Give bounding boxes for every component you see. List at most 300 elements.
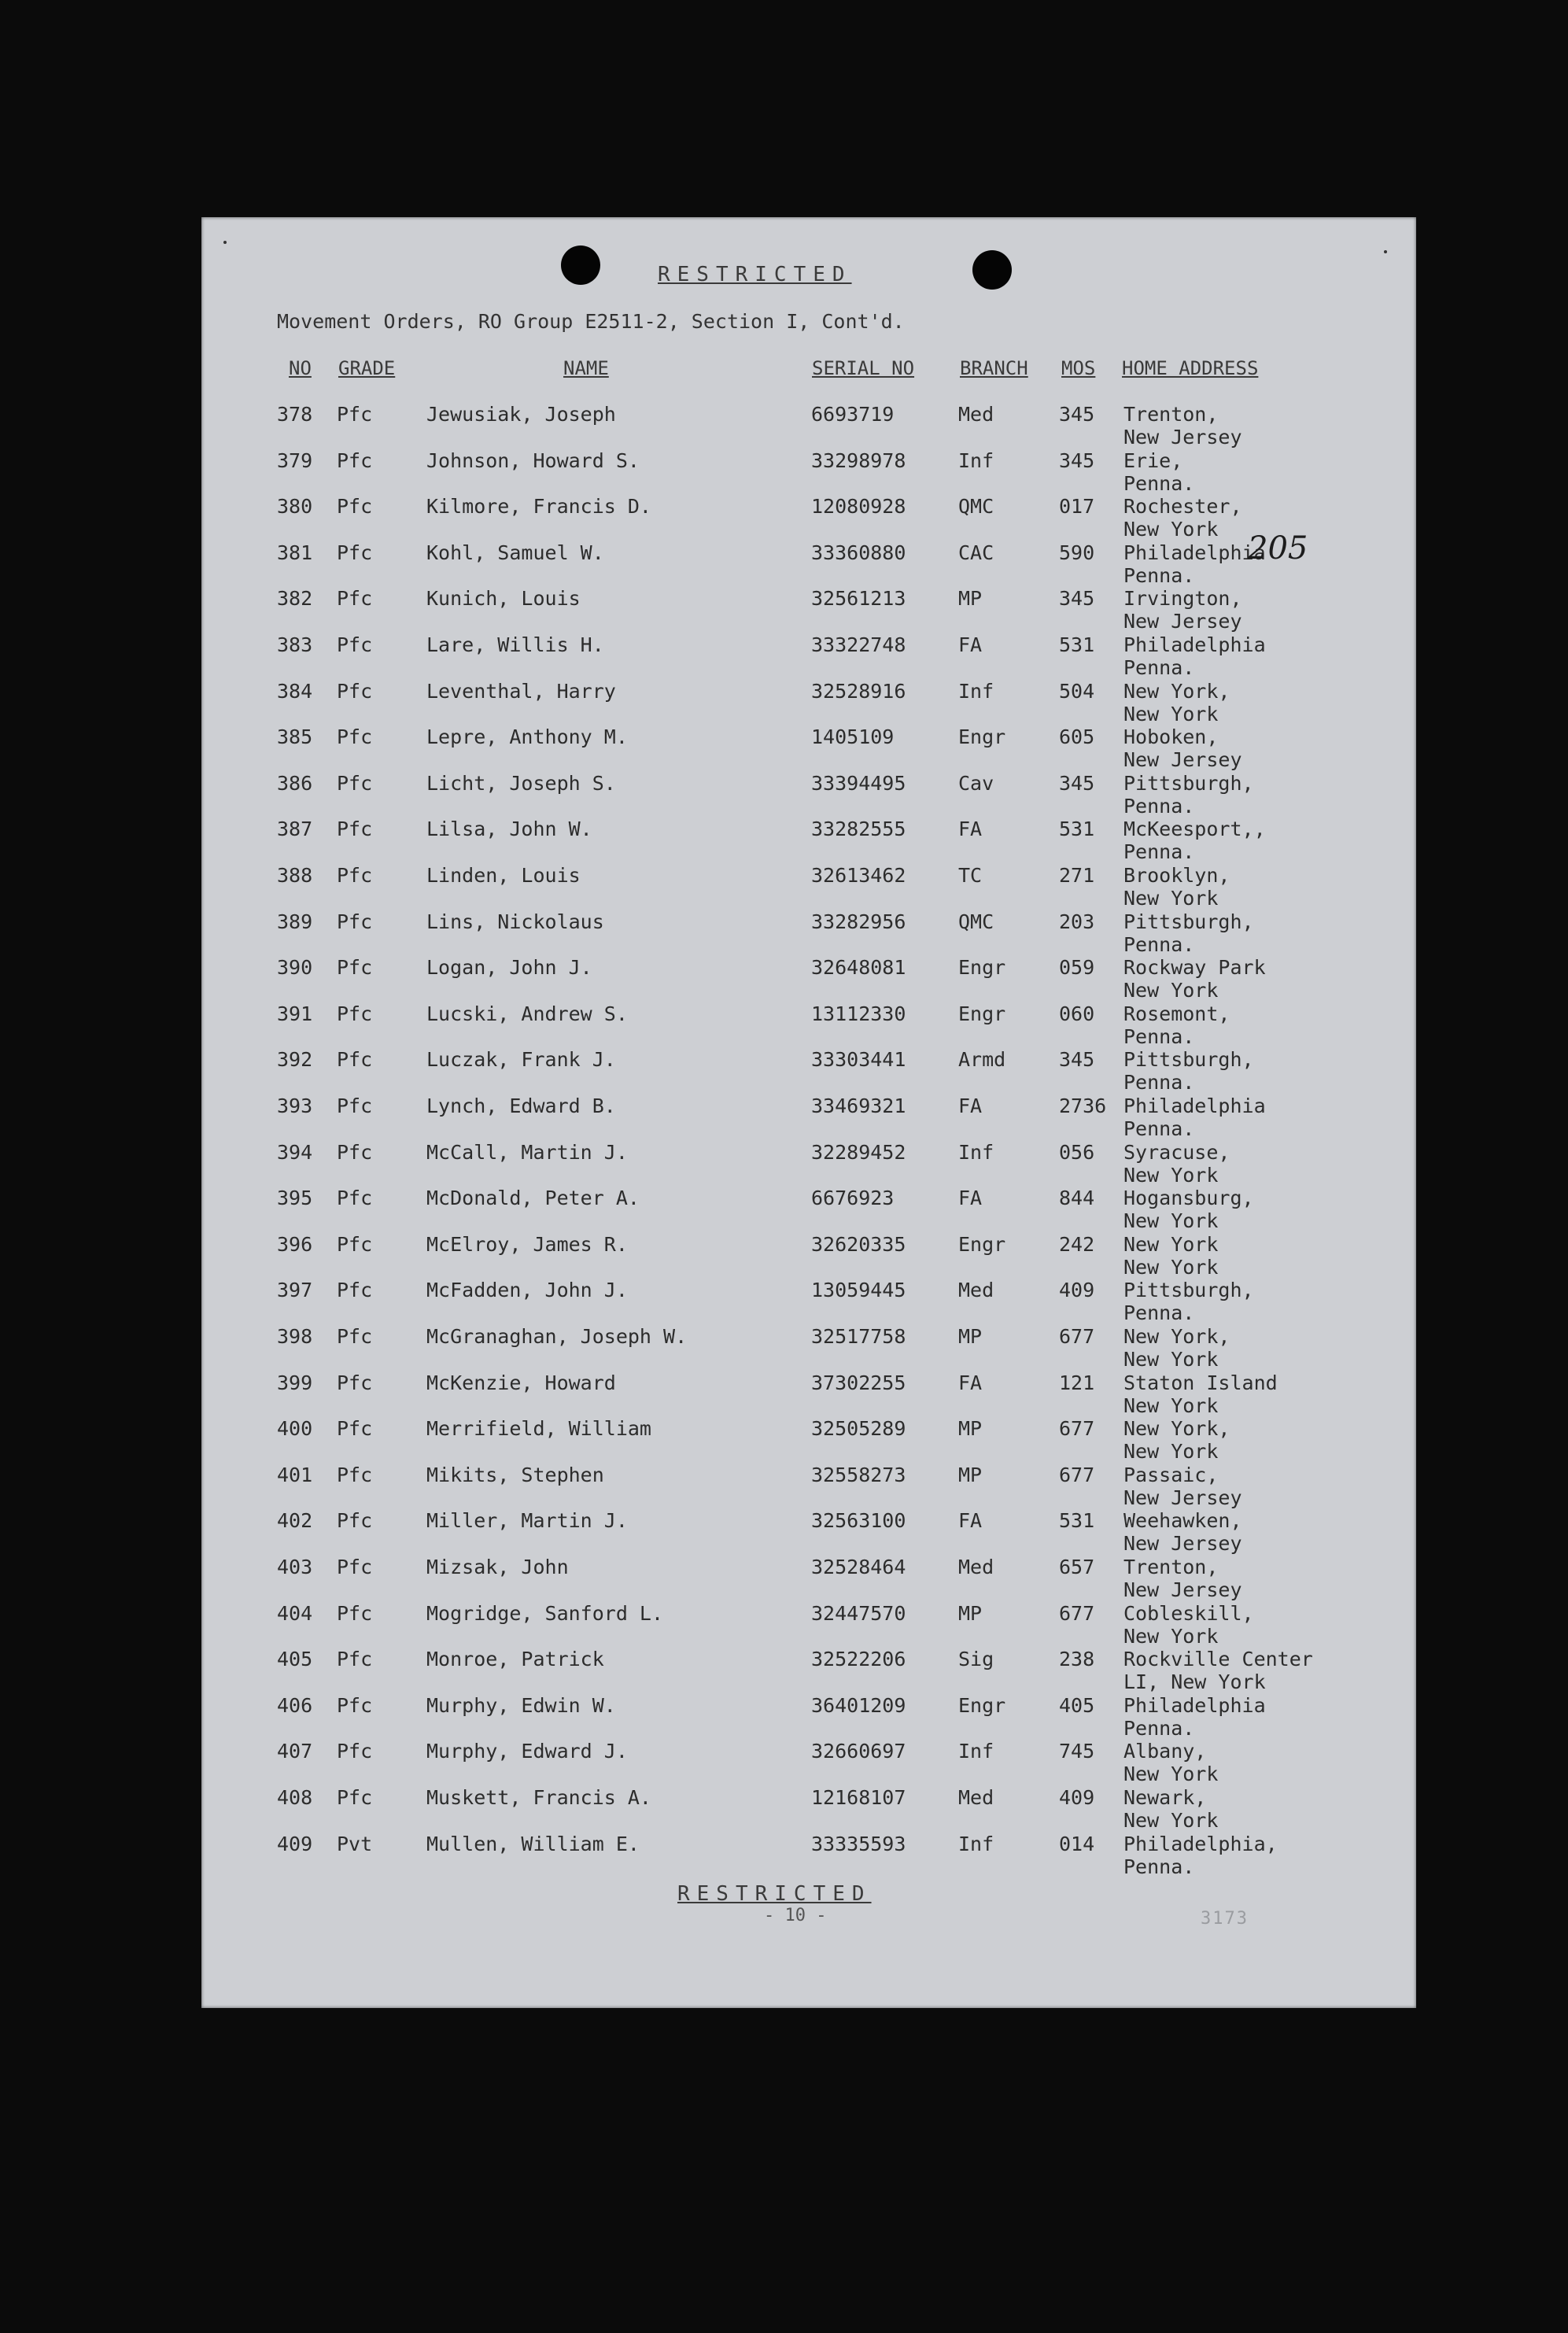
- table-row: [201, 1002, 1416, 1048]
- row-grade: Pfc: [337, 1095, 373, 1117]
- row-number: 388: [277, 864, 313, 887]
- row-mos: 531: [1059, 633, 1095, 656]
- row-mos: 056: [1059, 1140, 1095, 1164]
- row-grade: Pfc: [337, 495, 373, 519]
- handwritten-annotation: 205: [1248, 530, 1308, 567]
- row-mos: 014: [1059, 1832, 1095, 1855]
- table-row: [201, 1464, 1416, 1509]
- row-mos: 409: [1059, 1279, 1095, 1302]
- address-line-2: Penna.: [1123, 1024, 1195, 1048]
- row-branch: Med: [958, 1279, 994, 1302]
- row-serial: 12080928: [811, 495, 906, 519]
- col-header-no: NO: [289, 357, 312, 379]
- row-grade: Pfc: [337, 956, 373, 980]
- row-name: Mullen, William E.: [426, 1832, 640, 1855]
- address-line-1: Pittsburgh,: [1123, 910, 1254, 933]
- row-name: Lucski, Andrew S.: [426, 1002, 628, 1025]
- row-home-address: [1123, 1509, 1242, 1555]
- table-row: [201, 1048, 1416, 1094]
- row-number: 398: [277, 1325, 313, 1348]
- row-number: 397: [277, 1279, 313, 1302]
- row-branch: MP: [958, 1325, 983, 1348]
- row-name: Kohl, Samuel W.: [426, 541, 604, 564]
- table-row: [201, 1602, 1416, 1648]
- row-grade: Pfc: [337, 1786, 373, 1809]
- page-number: - 10 -: [764, 1906, 827, 1925]
- address-line-1: Rockway Park: [1123, 956, 1266, 980]
- row-grade: Pfc: [337, 725, 373, 749]
- punch-hole-right: [972, 250, 1012, 290]
- address-line-1: Trenton,: [1123, 1556, 1219, 1578]
- row-branch: Engr: [958, 1232, 1006, 1256]
- row-serial: 6676923: [811, 1187, 895, 1210]
- row-branch: MP: [958, 1417, 983, 1441]
- row-serial: 32563100: [811, 1509, 906, 1533]
- row-home-address: [1123, 1233, 1218, 1279]
- table-row: [201, 1694, 1416, 1740]
- speck: [223, 241, 227, 244]
- row-home-address: [1123, 1048, 1254, 1094]
- address-line-1: Pittsburgh,: [1123, 1048, 1254, 1072]
- row-number: 400: [277, 1417, 313, 1441]
- table-row: [201, 403, 1416, 449]
- address-line-2: Penna.: [1123, 794, 1195, 818]
- row-number: 396: [277, 1232, 313, 1256]
- row-number: 394: [277, 1140, 313, 1164]
- row-home-address: [1123, 1279, 1254, 1324]
- row-branch: FA: [958, 1187, 983, 1210]
- row-home-address: [1123, 864, 1230, 910]
- address-line-1: Staton Island: [1123, 1371, 1278, 1394]
- address-line-2: Penna.: [1123, 1301, 1195, 1325]
- row-name: McCall, Martin J.: [426, 1140, 628, 1164]
- address-line-1: Rochester,: [1123, 495, 1242, 519]
- row-mos: 121: [1059, 1371, 1095, 1394]
- row-serial: 32522206: [811, 1648, 906, 1671]
- address-line-1: Passaic,: [1123, 1463, 1219, 1486]
- address-line-1: Philadelphia: [1123, 1095, 1266, 1117]
- table-row: [201, 680, 1416, 725]
- address-line-1: Pittsburgh,: [1123, 771, 1254, 795]
- row-branch: Engr: [958, 956, 1006, 980]
- row-branch: Inf: [958, 1832, 994, 1855]
- address-line-1: Syracuse,: [1123, 1140, 1230, 1164]
- row-branch: Med: [958, 1786, 994, 1809]
- row-mos: 2736: [1059, 1095, 1107, 1117]
- row-grade: Pfc: [337, 679, 373, 703]
- row-number: 405: [277, 1648, 313, 1671]
- row-branch: FA: [958, 633, 983, 656]
- row-name: Licht, Joseph S.: [426, 771, 616, 795]
- row-name: Kunich, Louis: [426, 587, 581, 611]
- row-home-address: [1123, 1833, 1278, 1878]
- row-name: Lare, Willis H.: [426, 633, 604, 656]
- address-line-1: Pittsburgh,: [1123, 1279, 1254, 1302]
- row-number: 408: [277, 1786, 313, 1809]
- table-row: [201, 1141, 1416, 1187]
- row-serial: 32505289: [811, 1417, 906, 1441]
- row-serial: 32289452: [811, 1140, 906, 1164]
- row-branch: Armd: [958, 1048, 1006, 1072]
- address-line-1: New York,: [1123, 679, 1230, 703]
- row-serial: 36401209: [811, 1693, 906, 1717]
- address-line-2: New York: [1123, 979, 1219, 1002]
- row-number: 393: [277, 1095, 313, 1117]
- row-home-address: [1123, 541, 1266, 587]
- address-line-2: New Jersey: [1123, 1532, 1242, 1556]
- row-number: 387: [277, 818, 313, 841]
- row-name: Logan, John J.: [426, 956, 592, 980]
- address-line-1: McKeesport,,: [1123, 818, 1266, 841]
- row-number: 378: [277, 403, 313, 426]
- address-line-2: LI, New York: [1123, 1670, 1266, 1694]
- row-serial: 33282555: [811, 818, 906, 841]
- table-row: [201, 818, 1416, 863]
- address-line-2: New York: [1123, 1624, 1219, 1648]
- address-line-1: Newark,: [1123, 1786, 1207, 1809]
- address-line-2: Penna.: [1123, 1855, 1195, 1878]
- row-serial: 12168107: [811, 1786, 906, 1809]
- col-header-grade: GRADE: [338, 357, 396, 379]
- row-home-address: [1123, 1187, 1254, 1232]
- address-line-1: Philadelphia,: [1123, 1832, 1278, 1855]
- row-name: Lins, Nickolaus: [426, 910, 604, 933]
- row-mos: 345: [1059, 771, 1095, 795]
- row-number: 395: [277, 1187, 313, 1210]
- row-mos: 504: [1059, 679, 1095, 703]
- row-grade: Pfc: [337, 449, 373, 472]
- table-row: [201, 1233, 1416, 1279]
- row-home-address: [1123, 1325, 1230, 1371]
- table-row: [201, 449, 1416, 495]
- row-home-address: [1123, 495, 1242, 541]
- row-mos: 745: [1059, 1740, 1095, 1763]
- row-grade: Pfc: [337, 910, 373, 933]
- row-name: McDonald, Peter A.: [426, 1187, 640, 1210]
- row-serial: 33394495: [811, 771, 906, 795]
- table-row: [201, 541, 1416, 587]
- row-number: 382: [277, 587, 313, 611]
- address-line-1: New York,: [1123, 1417, 1230, 1441]
- row-grade: Pfc: [337, 1002, 373, 1025]
- row-home-address: [1123, 956, 1266, 1002]
- address-line-1: Hogansburg,: [1123, 1187, 1254, 1210]
- row-home-address: [1123, 1095, 1266, 1140]
- row-serial: 33469321: [811, 1095, 906, 1117]
- row-number: 399: [277, 1371, 313, 1394]
- row-mos: 409: [1059, 1786, 1095, 1809]
- address-line-2: Penna.: [1123, 656, 1195, 679]
- address-line-2: Penna.: [1123, 1117, 1195, 1140]
- row-branch: Med: [958, 403, 994, 426]
- row-home-address: [1123, 818, 1266, 863]
- row-branch: Engr: [958, 1002, 1006, 1025]
- row-serial: 37302255: [811, 1371, 906, 1394]
- row-grade: Pfc: [337, 1140, 373, 1164]
- row-serial: 1405109: [811, 725, 895, 749]
- row-branch: Inf: [958, 1140, 994, 1164]
- col-header-address: HOME ADDRESS: [1122, 357, 1259, 379]
- row-mos: 238: [1059, 1648, 1095, 1671]
- table-row: [201, 495, 1416, 541]
- row-grade: Pfc: [337, 1371, 373, 1394]
- row-number: 404: [277, 1601, 313, 1625]
- row-name: Johnson, Howard S.: [426, 449, 640, 472]
- address-line-1: Rosemont,: [1123, 1002, 1230, 1025]
- row-name: Miller, Martin J.: [426, 1509, 628, 1533]
- address-line-2: New Jersey: [1123, 1578, 1242, 1601]
- document-subtitle: Movement Orders, RO Group E2511-2, Section I, Cont'd.: [277, 310, 905, 333]
- row-branch: FA: [958, 1371, 983, 1394]
- restricted-header: RESTRICTED: [658, 263, 852, 286]
- row-mos: 405: [1059, 1693, 1095, 1717]
- address-line-2: New Jersey: [1123, 1486, 1242, 1509]
- row-name: Mizsak, John: [426, 1556, 569, 1578]
- row-branch: Sig: [958, 1648, 994, 1671]
- table-row: [201, 956, 1416, 1002]
- row-serial: 32558273: [811, 1463, 906, 1486]
- archive-stamp: 3173: [1201, 1909, 1249, 1929]
- restricted-footer: RESTRICTED: [677, 1882, 872, 1906]
- row-number: 403: [277, 1556, 313, 1578]
- address-line-2: New Jersey: [1123, 748, 1242, 772]
- table-row: [201, 1371, 1416, 1417]
- address-line-1: Philadelphia: [1123, 541, 1266, 564]
- row-serial: 33282956: [811, 910, 906, 933]
- row-home-address: [1123, 633, 1266, 679]
- row-serial: 33360880: [811, 541, 906, 564]
- table-row: [201, 1833, 1416, 1878]
- row-grade: Pfc: [337, 633, 373, 656]
- row-grade: Pfc: [337, 1417, 373, 1441]
- row-home-address: [1123, 1556, 1242, 1601]
- row-serial: 32613462: [811, 864, 906, 887]
- row-serial: 32561213: [811, 587, 906, 611]
- row-mos: 605: [1059, 725, 1095, 749]
- row-mos: 844: [1059, 1187, 1095, 1210]
- speck: [1384, 250, 1387, 253]
- row-grade: Pfc: [337, 1509, 373, 1533]
- row-number: 391: [277, 1002, 313, 1025]
- row-name: McGranaghan, Joseph W.: [426, 1325, 688, 1348]
- col-header-serial: SERIAL NO: [812, 357, 915, 379]
- row-name: Murphy, Edward J.: [426, 1740, 628, 1763]
- document-page: [201, 217, 1416, 2008]
- address-line-2: Penna.: [1123, 1071, 1195, 1095]
- row-mos: 060: [1059, 1002, 1095, 1025]
- address-line-1: Hoboken,: [1123, 725, 1219, 749]
- address-line-2: New York: [1123, 1209, 1219, 1233]
- row-number: 386: [277, 771, 313, 795]
- row-number: 384: [277, 679, 313, 703]
- row-number: 385: [277, 725, 313, 749]
- row-serial: 32660697: [811, 1740, 906, 1763]
- row-branch: CAC: [958, 541, 994, 564]
- address-line-2: New York: [1123, 518, 1219, 541]
- table-row: [201, 1187, 1416, 1232]
- table-row: [201, 1648, 1416, 1693]
- row-branch: FA: [958, 1095, 983, 1117]
- row-serial: 32528464: [811, 1556, 906, 1578]
- address-line-2: New York: [1123, 887, 1219, 910]
- table-row: [201, 1786, 1416, 1832]
- row-mos: 345: [1059, 449, 1095, 472]
- row-name: Linden, Louis: [426, 864, 581, 887]
- row-home-address: [1123, 587, 1242, 633]
- table-row: [201, 587, 1416, 633]
- row-mos: 531: [1059, 1509, 1095, 1533]
- table-row: [201, 1740, 1416, 1785]
- row-home-address: [1123, 680, 1230, 725]
- row-name: McKenzie, Howard: [426, 1371, 616, 1394]
- row-number: 392: [277, 1048, 313, 1072]
- col-header-mos: MOS: [1061, 357, 1096, 379]
- row-name: Muskett, Francis A.: [426, 1786, 651, 1809]
- row-home-address: [1123, 772, 1254, 818]
- row-mos: 590: [1059, 541, 1095, 564]
- row-name: Lepre, Anthony M.: [426, 725, 628, 749]
- table-row: [201, 633, 1416, 679]
- row-mos: 242: [1059, 1232, 1095, 1256]
- address-line-1: Trenton,: [1123, 403, 1219, 426]
- row-home-address: [1123, 449, 1194, 495]
- row-number: 389: [277, 910, 313, 933]
- address-line-2: Penna.: [1123, 471, 1195, 495]
- row-name: McFadden, John J.: [426, 1279, 628, 1302]
- row-name: Merrifield, William: [426, 1417, 651, 1441]
- row-branch: Cav: [958, 771, 994, 795]
- address-line-2: New York: [1123, 1440, 1219, 1464]
- row-serial: 32517758: [811, 1325, 906, 1348]
- row-number: 407: [277, 1740, 313, 1763]
- row-serial: 32648081: [811, 956, 906, 980]
- row-home-address: [1123, 1602, 1254, 1648]
- row-grade: Pfc: [337, 403, 373, 426]
- row-branch: FA: [958, 818, 983, 841]
- row-grade: Pfc: [337, 818, 373, 841]
- row-grade: Pfc: [337, 1740, 373, 1763]
- row-name: Lilsa, John W.: [426, 818, 592, 841]
- row-home-address: [1123, 1371, 1278, 1417]
- row-number: 381: [277, 541, 313, 564]
- row-name: Mogridge, Sanford L.: [426, 1601, 664, 1625]
- address-line-2: Penna.: [1123, 840, 1195, 864]
- table-row: [201, 864, 1416, 910]
- row-branch: QMC: [958, 910, 994, 933]
- address-line-1: Rockville Center: [1123, 1648, 1313, 1671]
- punch-hole-left: [561, 245, 600, 285]
- address-line-1: Philadelphia: [1123, 633, 1266, 656]
- row-mos: 531: [1059, 818, 1095, 841]
- row-name: Mikits, Stephen: [426, 1463, 604, 1486]
- row-branch: QMC: [958, 495, 994, 519]
- row-mos: 271: [1059, 864, 1095, 887]
- address-line-2: Penna.: [1123, 932, 1195, 956]
- row-serial: 33298978: [811, 449, 906, 472]
- row-grade: Pfc: [337, 864, 373, 887]
- address-line-1: Albany,: [1123, 1740, 1207, 1763]
- table-row: [201, 1279, 1416, 1324]
- row-home-address: [1123, 1417, 1230, 1463]
- row-grade: Pfc: [337, 1187, 373, 1210]
- row-branch: Inf: [958, 679, 994, 703]
- row-mos: 345: [1059, 403, 1095, 426]
- address-line-1: Weehawken,: [1123, 1509, 1242, 1533]
- address-line-1: Erie,: [1123, 449, 1183, 472]
- row-mos: 017: [1059, 495, 1095, 519]
- row-mos: 345: [1059, 587, 1095, 611]
- row-home-address: [1123, 1694, 1266, 1740]
- row-mos: 677: [1059, 1463, 1095, 1486]
- col-header-branch: BRANCH: [960, 357, 1028, 379]
- row-serial: 33335593: [811, 1832, 906, 1855]
- table-row: [201, 1417, 1416, 1463]
- row-grade: Pfc: [337, 1601, 373, 1625]
- row-mos: 657: [1059, 1556, 1095, 1578]
- address-line-2: New York: [1123, 1809, 1219, 1832]
- row-branch: Engr: [958, 725, 1006, 749]
- row-number: 406: [277, 1693, 313, 1717]
- row-serial: 13112330: [811, 1002, 906, 1025]
- row-grade: Pfc: [337, 1232, 373, 1256]
- row-number: 383: [277, 633, 313, 656]
- row-serial: 33303441: [811, 1048, 906, 1072]
- row-grade: Pfc: [337, 771, 373, 795]
- row-name: Luczak, Frank J.: [426, 1048, 616, 1072]
- row-home-address: [1123, 1648, 1313, 1693]
- row-branch: Med: [958, 1556, 994, 1578]
- row-home-address: [1123, 1786, 1218, 1832]
- row-mos: 677: [1059, 1325, 1095, 1348]
- row-serial: 32620335: [811, 1232, 906, 1256]
- row-grade: Pfc: [337, 587, 373, 611]
- table-row: [201, 772, 1416, 818]
- row-number: 409: [277, 1832, 313, 1855]
- row-home-address: [1123, 1464, 1242, 1509]
- row-grade: Pfc: [337, 541, 373, 564]
- row-branch: MP: [958, 1463, 983, 1486]
- row-name: Jewusiak, Joseph: [426, 403, 616, 426]
- col-header-name: NAME: [563, 357, 609, 379]
- row-name: McElroy, James R.: [426, 1232, 628, 1256]
- row-branch: MP: [958, 1601, 983, 1625]
- row-home-address: [1123, 1141, 1230, 1187]
- row-serial: 13059445: [811, 1279, 906, 1302]
- row-name: Kilmore, Francis D.: [426, 495, 651, 519]
- row-branch: TC: [958, 864, 983, 887]
- address-line-1: New York: [1123, 1232, 1219, 1256]
- table-row: [201, 1095, 1416, 1140]
- address-line-2: New Jersey: [1123, 610, 1242, 633]
- row-serial: 6693719: [811, 403, 895, 426]
- row-home-address: [1123, 1002, 1230, 1048]
- address-line-1: Brooklyn,: [1123, 864, 1230, 887]
- row-serial: 33322748: [811, 633, 906, 656]
- row-home-address: [1123, 725, 1242, 771]
- row-number: 380: [277, 495, 313, 519]
- row-name: Murphy, Edwin W.: [426, 1693, 616, 1717]
- address-line-2: New Jersey: [1123, 426, 1242, 449]
- address-line-1: Irvington,: [1123, 587, 1242, 611]
- row-mos: 677: [1059, 1417, 1095, 1441]
- row-name: Lynch, Edward B.: [426, 1095, 616, 1117]
- row-serial: 32528916: [811, 679, 906, 703]
- row-branch: Inf: [958, 1740, 994, 1763]
- table-row: [201, 725, 1416, 771]
- row-branch: Inf: [958, 449, 994, 472]
- address-line-2: Penna.: [1123, 1716, 1195, 1740]
- row-serial: 32447570: [811, 1601, 906, 1625]
